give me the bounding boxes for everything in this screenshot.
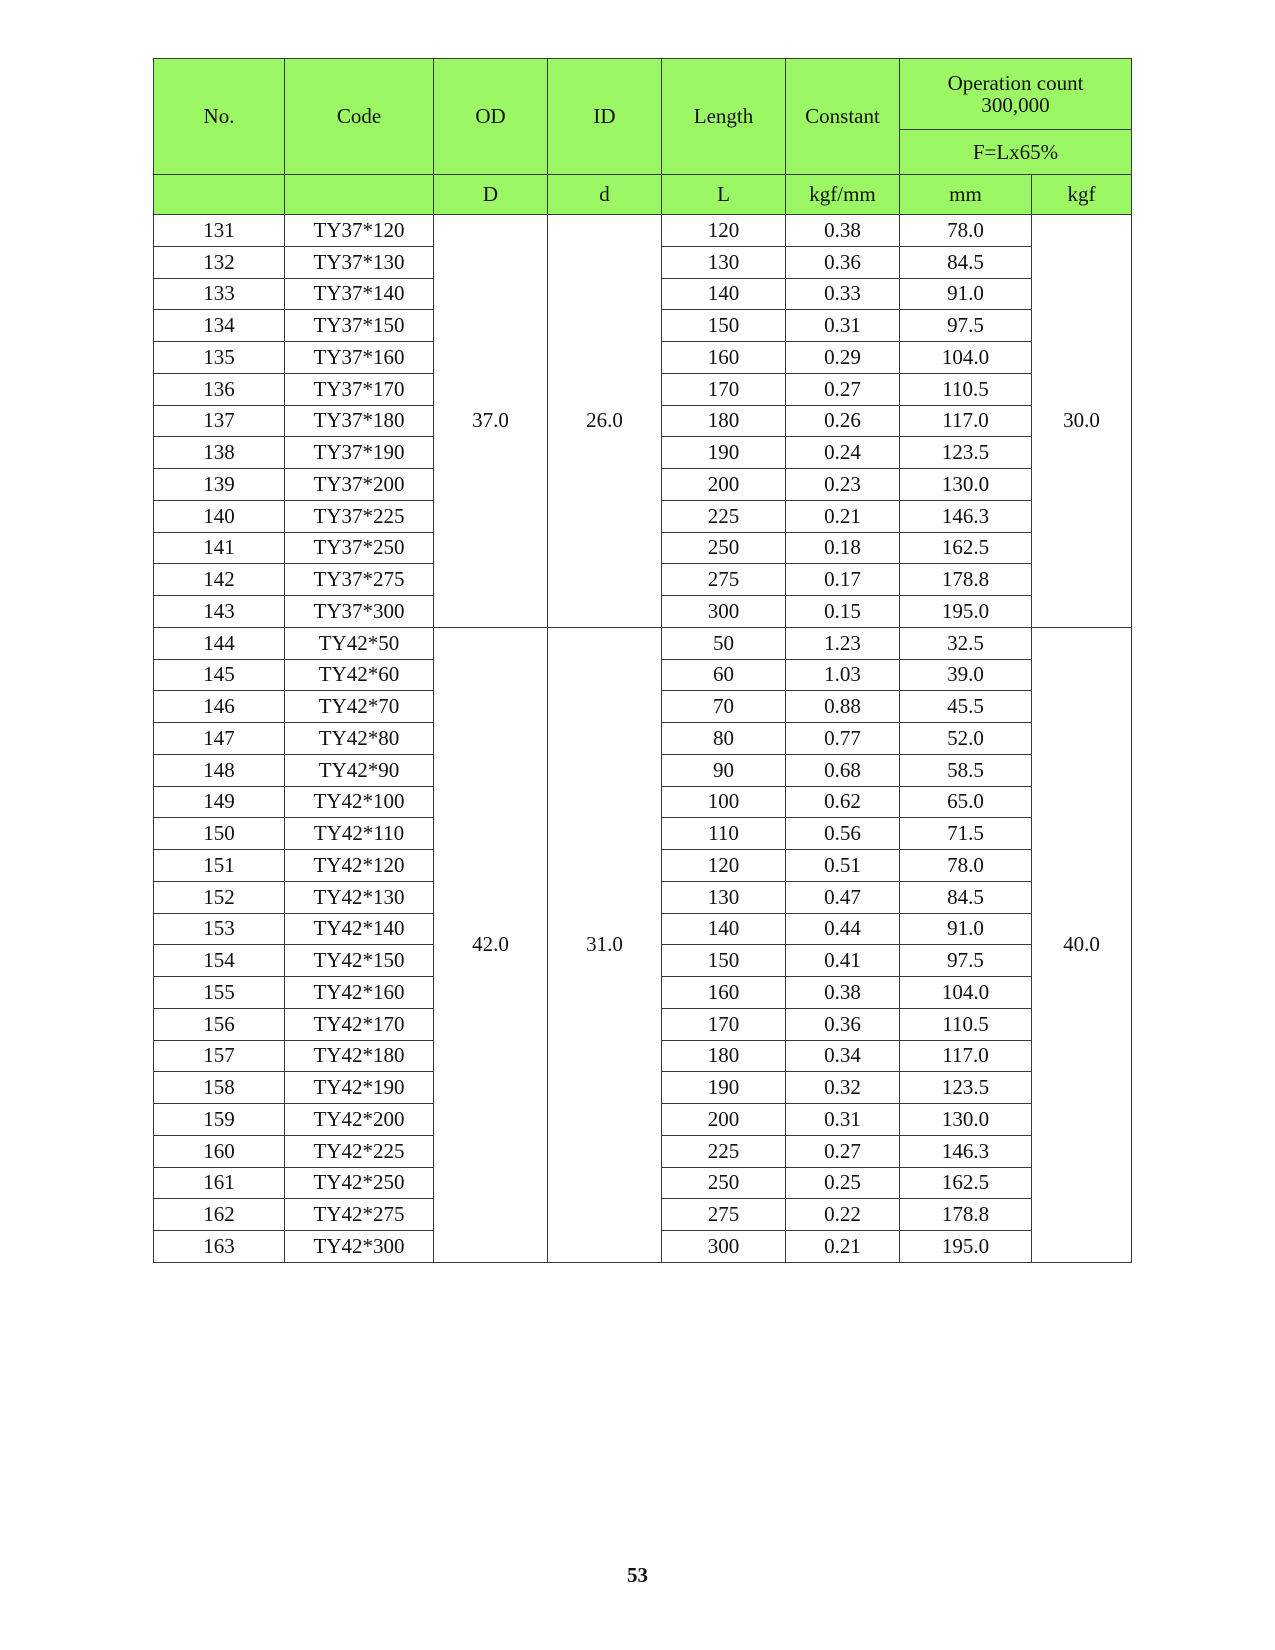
cell-length: 200: [662, 1104, 786, 1136]
cell-length: 150: [662, 945, 786, 977]
cell-length: 275: [662, 564, 786, 596]
cell-length: 60: [662, 659, 786, 691]
cell-no: 157: [154, 1040, 285, 1072]
cell-id: 31.0: [548, 627, 662, 1262]
cell-code: TY42*140: [285, 913, 434, 945]
cell-force-mm: 110.5: [900, 1008, 1032, 1040]
header-length-symbol: L: [662, 175, 786, 215]
cell-constant: 0.36: [786, 246, 900, 278]
cell-no: 149: [154, 786, 285, 818]
cell-force-mm: 123.5: [900, 1072, 1032, 1104]
cell-constant: 0.56: [786, 818, 900, 850]
cell-length: 160: [662, 342, 786, 374]
cell-force-mm: 97.5: [900, 945, 1032, 977]
cell-length: 200: [662, 469, 786, 501]
cell-code: TY42*90: [285, 754, 434, 786]
header-length: Length: [662, 59, 786, 175]
cell-force-mm: 84.5: [900, 246, 1032, 278]
cell-constant: 0.17: [786, 564, 900, 596]
cell-force-mm: 162.5: [900, 1167, 1032, 1199]
cell-length: 225: [662, 500, 786, 532]
cell-length: 110: [662, 818, 786, 850]
cell-code: TY37*200: [285, 469, 434, 501]
cell-code: TY42*180: [285, 1040, 434, 1072]
cell-code: TY37*300: [285, 596, 434, 628]
cell-no: 133: [154, 278, 285, 310]
cell-force-mm: 84.5: [900, 881, 1032, 913]
cell-force-kgf: 40.0: [1032, 627, 1132, 1262]
cell-no: 142: [154, 564, 285, 596]
cell-no: 143: [154, 596, 285, 628]
cell-constant: 0.51: [786, 850, 900, 882]
cell-constant: 0.31: [786, 310, 900, 342]
cell-no: 146: [154, 691, 285, 723]
cell-length: 120: [662, 850, 786, 882]
cell-constant: 0.38: [786, 215, 900, 247]
cell-force-mm: 58.5: [900, 754, 1032, 786]
cell-code: TY42*70: [285, 691, 434, 723]
cell-length: 130: [662, 881, 786, 913]
cell-force-mm: 78.0: [900, 850, 1032, 882]
cell-constant: 0.26: [786, 405, 900, 437]
cell-force-mm: 97.5: [900, 310, 1032, 342]
header-code-blank: [285, 175, 434, 215]
cell-code: TY37*150: [285, 310, 434, 342]
header-od-symbol: D: [434, 175, 548, 215]
header-operation-count: [900, 59, 1132, 130]
cell-no: 141: [154, 532, 285, 564]
cell-code: TY37*190: [285, 437, 434, 469]
cell-force-mm: 39.0: [900, 659, 1032, 691]
cell-constant: 0.24: [786, 437, 900, 469]
cell-constant: 0.31: [786, 1104, 900, 1136]
cell-length: 130: [662, 246, 786, 278]
cell-code: TY37*160: [285, 342, 434, 374]
cell-length: 150: [662, 310, 786, 342]
cell-code: TY37*130: [285, 246, 434, 278]
cell-no: 140: [154, 500, 285, 532]
cell-force-mm: 91.0: [900, 278, 1032, 310]
cell-constant: 0.21: [786, 500, 900, 532]
table-row: [154, 627, 1132, 659]
cell-code: TY42*275: [285, 1199, 434, 1231]
cell-constant: 0.29: [786, 342, 900, 374]
cell-code: TY42*50: [285, 627, 434, 659]
cell-constant: 0.21: [786, 1231, 900, 1263]
cell-code: TY42*120: [285, 850, 434, 882]
cell-no: 161: [154, 1167, 285, 1199]
header-constant: Constant: [786, 59, 900, 175]
cell-length: 70: [662, 691, 786, 723]
cell-force-mm: 117.0: [900, 405, 1032, 437]
cell-code: TY37*250: [285, 532, 434, 564]
cell-force-mm: 65.0: [900, 786, 1032, 818]
cell-force-mm: 178.8: [900, 564, 1032, 596]
cell-constant: 0.44: [786, 913, 900, 945]
cell-constant: 0.23: [786, 469, 900, 501]
cell-constant: 0.47: [786, 881, 900, 913]
page-number: 53: [627, 1563, 648, 1587]
cell-no: 131: [154, 215, 285, 247]
cell-no: 155: [154, 977, 285, 1009]
cell-code: TY42*300: [285, 1231, 434, 1263]
cell-length: 50: [662, 627, 786, 659]
cell-constant: 0.15: [786, 596, 900, 628]
cell-no: 160: [154, 1135, 285, 1167]
cell-code: TY42*200: [285, 1104, 434, 1136]
cell-force-mm: 110.5: [900, 373, 1032, 405]
cell-no: 148: [154, 754, 285, 786]
cell-length: 100: [662, 786, 786, 818]
cell-force-mm: 195.0: [900, 1231, 1032, 1263]
cell-length: 140: [662, 913, 786, 945]
cell-no: 156: [154, 1008, 285, 1040]
cell-force-mm: 130.0: [900, 469, 1032, 501]
table-row: [154, 215, 1132, 247]
cell-length: 80: [662, 723, 786, 755]
cell-no: 151: [154, 850, 285, 882]
cell-no: 144: [154, 627, 285, 659]
cell-constant: 0.68: [786, 754, 900, 786]
cell-force-mm: 146.3: [900, 1135, 1032, 1167]
cell-no: 134: [154, 310, 285, 342]
cell-code: TY37*120: [285, 215, 434, 247]
cell-code: TY42*80: [285, 723, 434, 755]
cell-constant: 0.25: [786, 1167, 900, 1199]
cell-code: TY37*140: [285, 278, 434, 310]
cell-code: TY42*60: [285, 659, 434, 691]
cell-force-mm: 162.5: [900, 532, 1032, 564]
header-constant-unit: kgf/mm: [786, 175, 900, 215]
cell-length: 140: [662, 278, 786, 310]
cell-no: 163: [154, 1231, 285, 1263]
cell-force-mm: 104.0: [900, 977, 1032, 1009]
cell-length: 250: [662, 1167, 786, 1199]
cell-force-mm: 91.0: [900, 913, 1032, 945]
cell-code: TY37*275: [285, 564, 434, 596]
header-force-mm-unit: mm: [900, 175, 1032, 215]
cell-force-mm: 32.5: [900, 627, 1032, 659]
cell-code: TY42*160: [285, 977, 434, 1009]
cell-code: TY42*190: [285, 1072, 434, 1104]
cell-no: 132: [154, 246, 285, 278]
cell-length: 90: [662, 754, 786, 786]
cell-constant: 0.77: [786, 723, 900, 755]
cell-length: 180: [662, 1040, 786, 1072]
cell-no: 162: [154, 1199, 285, 1231]
cell-no: 135: [154, 342, 285, 374]
cell-no: 137: [154, 405, 285, 437]
cell-constant: 0.22: [786, 1199, 900, 1231]
cell-no: 158: [154, 1072, 285, 1104]
cell-constant: 0.33: [786, 278, 900, 310]
header-no: No.: [154, 59, 285, 175]
cell-no: 147: [154, 723, 285, 755]
cell-constant: 1.03: [786, 659, 900, 691]
operation-count-value: 300,000: [981, 93, 1050, 117]
header-code: Code: [285, 59, 434, 175]
cell-length: 120: [662, 215, 786, 247]
cell-length: 180: [662, 405, 786, 437]
header-force-kgf-unit: kgf: [1032, 175, 1132, 215]
header-formula: F=Lx65%: [900, 130, 1132, 175]
cell-length: 250: [662, 532, 786, 564]
cell-length: 275: [662, 1199, 786, 1231]
cell-constant: 0.27: [786, 1135, 900, 1167]
cell-force-mm: 104.0: [900, 342, 1032, 374]
cell-length: 170: [662, 1008, 786, 1040]
cell-force-mm: 130.0: [900, 1104, 1032, 1136]
cell-no: 154: [154, 945, 285, 977]
cell-length: 190: [662, 1072, 786, 1104]
cell-length: 170: [662, 373, 786, 405]
header-od: OD: [434, 59, 548, 175]
cell-od: 42.0: [434, 627, 548, 1262]
cell-code: TY42*110: [285, 818, 434, 850]
cell-force-mm: 52.0: [900, 723, 1032, 755]
cell-constant: 0.18: [786, 532, 900, 564]
cell-length: 225: [662, 1135, 786, 1167]
cell-no: 139: [154, 469, 285, 501]
cell-force-kgf: 30.0: [1032, 215, 1132, 628]
cell-no: 138: [154, 437, 285, 469]
cell-code: TY42*250: [285, 1167, 434, 1199]
cell-force-mm: 178.8: [900, 1199, 1032, 1231]
header-id-symbol: d: [548, 175, 662, 215]
cell-force-mm: 146.3: [900, 500, 1032, 532]
cell-constant: 0.27: [786, 373, 900, 405]
cell-code: TY42*225: [285, 1135, 434, 1167]
cell-length: 300: [662, 1231, 786, 1263]
cell-force-mm: 78.0: [900, 215, 1032, 247]
operation-count-label: Operation count: [947, 70, 1084, 95]
cell-no: 159: [154, 1104, 285, 1136]
cell-constant: 0.36: [786, 1008, 900, 1040]
header-no-blank: [154, 175, 285, 215]
cell-length: 300: [662, 596, 786, 628]
cell-code: TY37*170: [285, 373, 434, 405]
cell-constant: 0.32: [786, 1072, 900, 1104]
cell-no: 152: [154, 881, 285, 913]
cell-length: 190: [662, 437, 786, 469]
cell-code: TY42*170: [285, 1008, 434, 1040]
cell-no: 145: [154, 659, 285, 691]
cell-code: TY37*225: [285, 500, 434, 532]
cell-code: TY37*180: [285, 405, 434, 437]
cell-code: TY42*150: [285, 945, 434, 977]
cell-constant: 0.88: [786, 691, 900, 723]
header-id: ID: [548, 59, 662, 175]
cell-no: 153: [154, 913, 285, 945]
cell-id: 26.0: [548, 215, 662, 628]
cell-code: TY42*130: [285, 881, 434, 913]
cell-code: TY42*100: [285, 786, 434, 818]
spring-spec-table: [153, 58, 1132, 1263]
cell-length: 160: [662, 977, 786, 1009]
cell-constant: 0.62: [786, 786, 900, 818]
cell-force-mm: 195.0: [900, 596, 1032, 628]
cell-constant: 1.23: [786, 627, 900, 659]
cell-force-mm: 123.5: [900, 437, 1032, 469]
cell-constant: 0.41: [786, 945, 900, 977]
cell-force-mm: 117.0: [900, 1040, 1032, 1072]
cell-constant: 0.34: [786, 1040, 900, 1072]
cell-od: 37.0: [434, 215, 548, 628]
cell-force-mm: 45.5: [900, 691, 1032, 723]
table-body: [154, 215, 1132, 1263]
cell-constant: 0.38: [786, 977, 900, 1009]
table-header: [154, 59, 1132, 215]
cell-force-mm: 71.5: [900, 818, 1032, 850]
cell-no: 136: [154, 373, 285, 405]
cell-no: 150: [154, 818, 285, 850]
